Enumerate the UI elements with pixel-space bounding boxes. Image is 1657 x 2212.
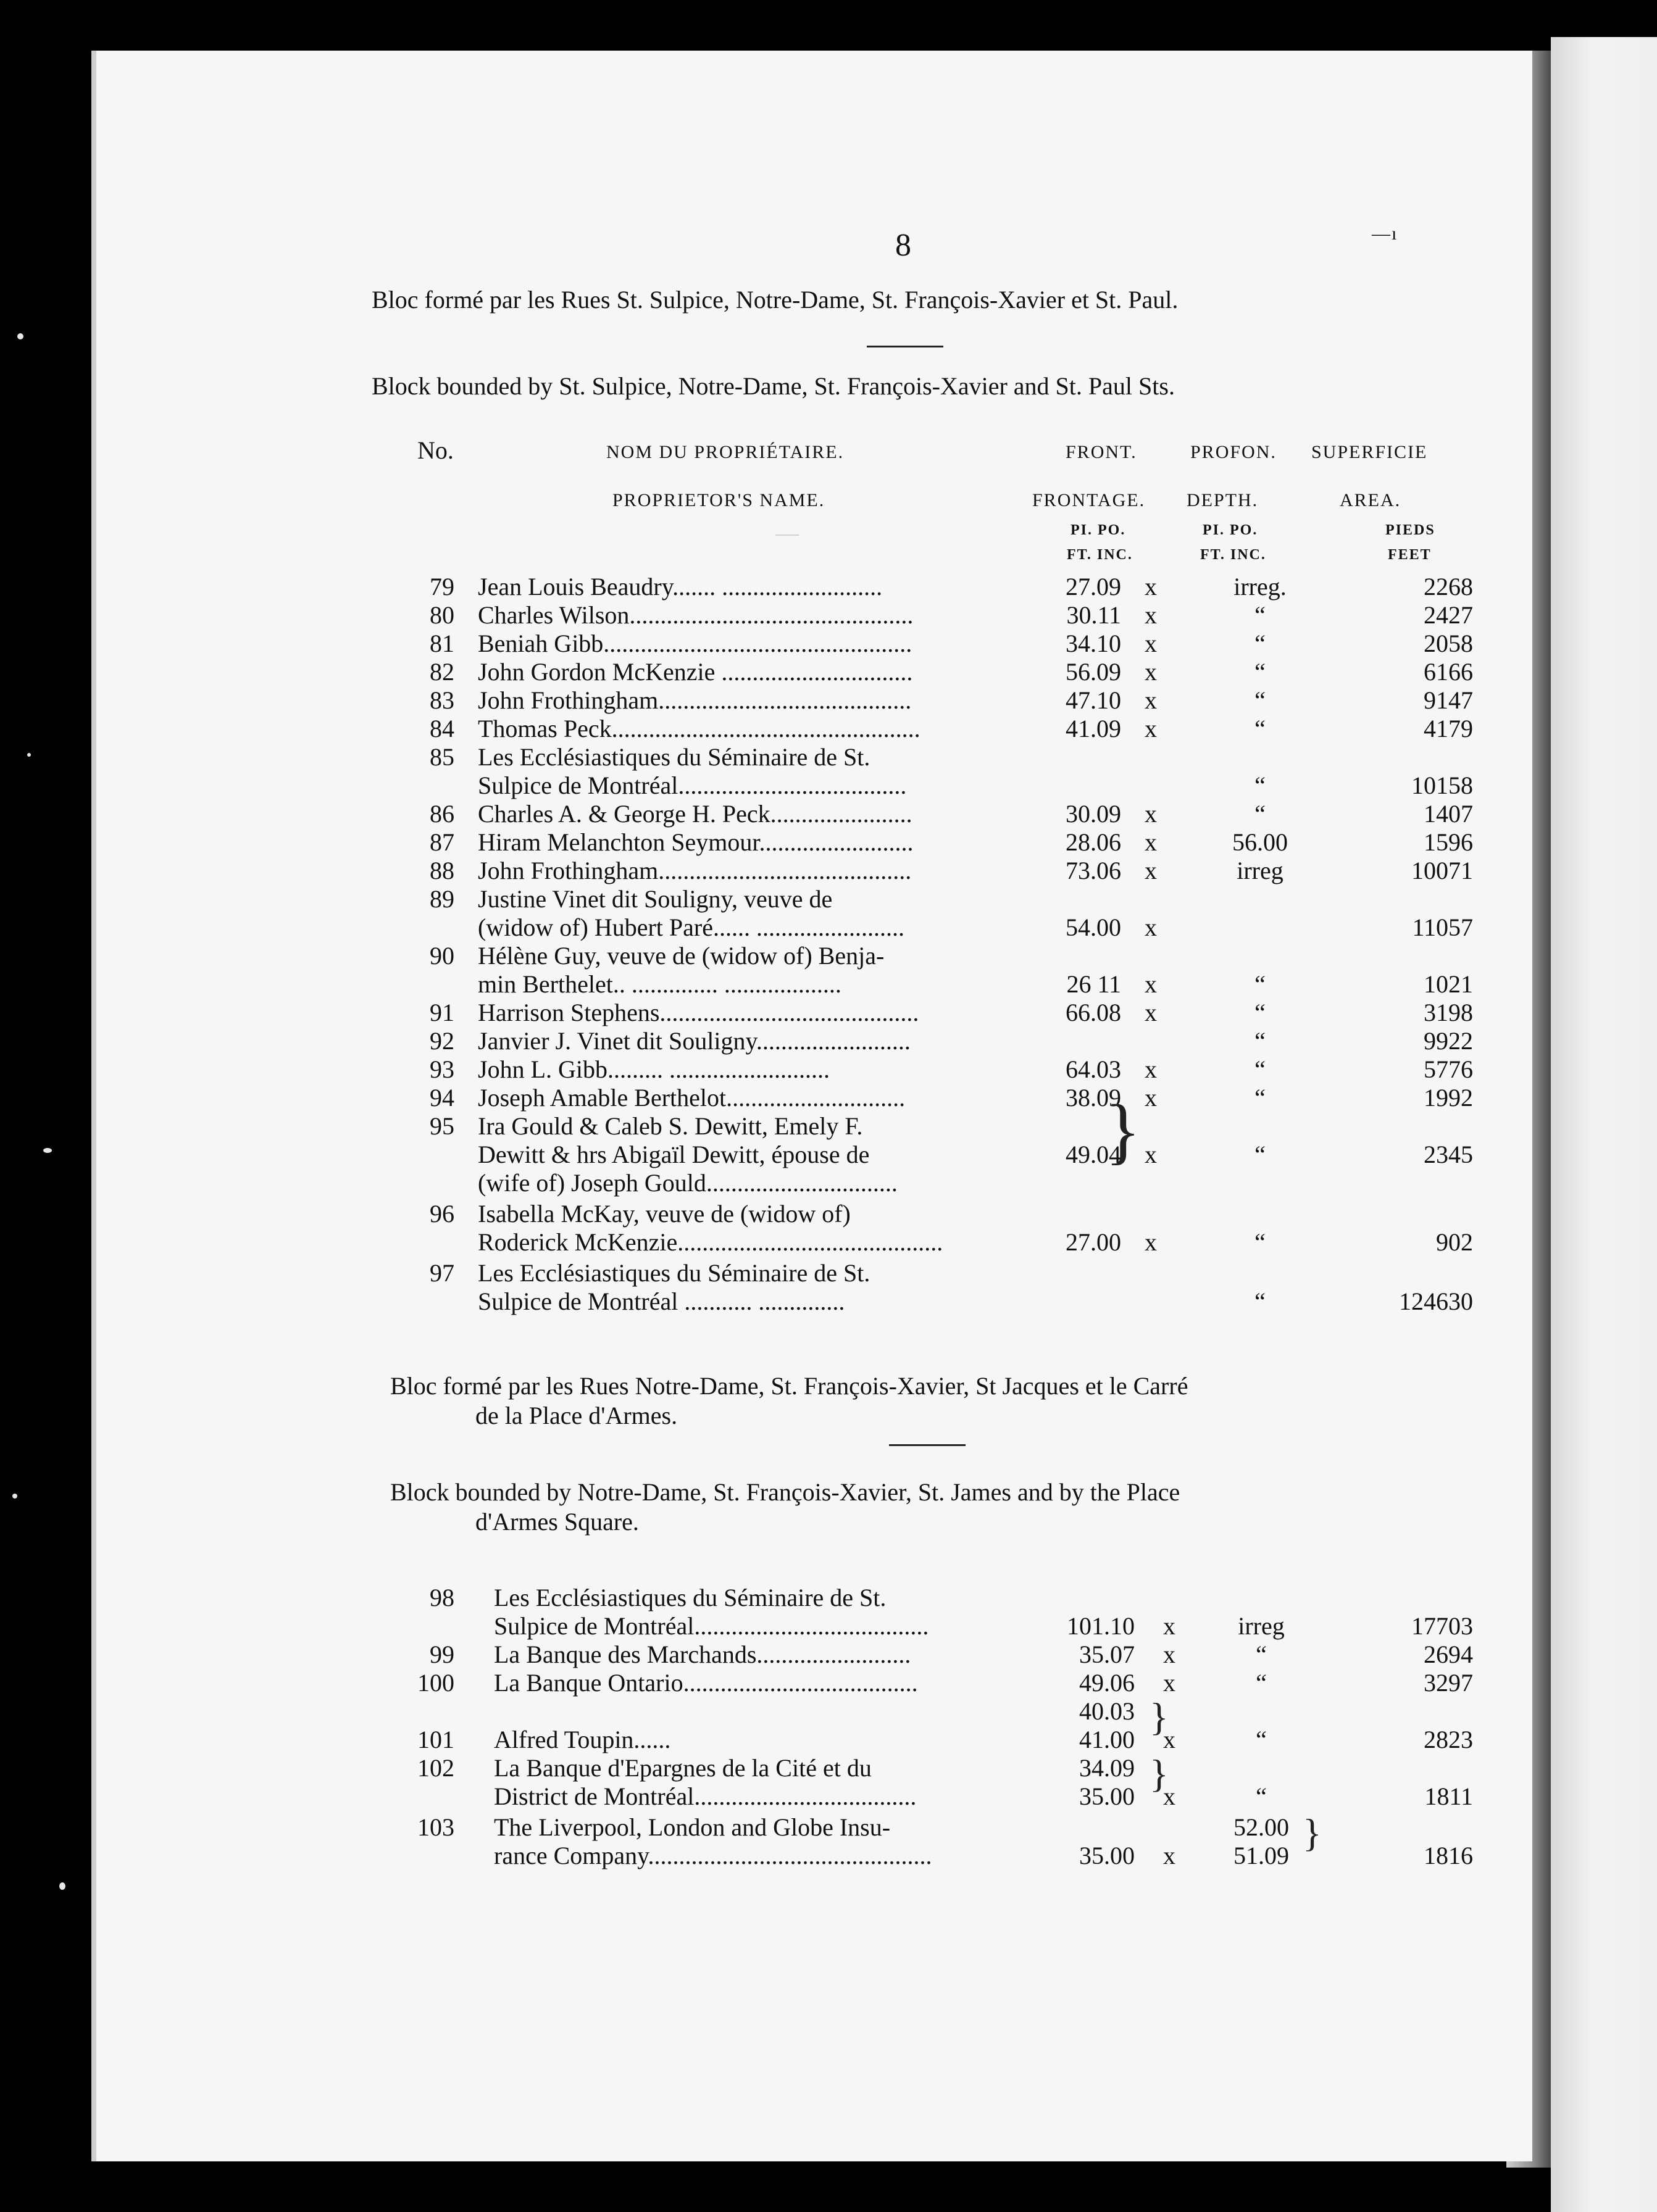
proprietor-name: Hiram Melanchton Seymour.........................	[478, 828, 914, 856]
lot-number: 85	[430, 743, 454, 771]
table-row	[96, 1584, 1532, 1612]
table-row	[96, 1141, 1532, 1169]
block2-title-en-line1: Block bounded by Notre-Dame, St. François-Xavier, St. James and by the Place	[390, 1478, 1180, 1506]
table-row	[96, 1697, 1532, 1726]
table-row	[96, 828, 1532, 857]
depth: “	[1254, 1055, 1266, 1083]
times-sign: x	[1145, 686, 1157, 714]
table-row	[96, 686, 1532, 715]
area: 124630	[1399, 1287, 1473, 1315]
frontage: 47.10	[1066, 686, 1121, 714]
lot-number: 100	[417, 1669, 454, 1697]
block1-title-fr: Bloc formé par les Rues St. Sulpice, Notre-Dame, St. François-Xavier et St. Paul.	[372, 286, 1179, 314]
frontage: 27.09	[1066, 573, 1121, 601]
depth: “	[1254, 715, 1266, 742]
table-row	[96, 573, 1532, 601]
proprietor-name: Hélène Guy, veuve de (widow of) Benja-	[478, 942, 885, 970]
times-sign: x	[1145, 573, 1157, 601]
times-sign: x	[1145, 1084, 1157, 1112]
area: 2345	[1424, 1141, 1473, 1168]
depth: “	[1256, 1782, 1267, 1810]
proprietor-name: La Banque d'Epargnes de la Cité et du	[494, 1754, 872, 1782]
area: 17703	[1411, 1612, 1473, 1640]
proprietor-name: John Frothingham.........................................	[478, 686, 912, 714]
area: 2427	[1424, 601, 1473, 629]
proprietor-name: Les Ecclésiastiques du Séminaire de St.	[478, 1259, 870, 1287]
header-name-fr: NOM DU PROPRIÉTAIRE.	[606, 442, 845, 462]
table-row	[96, 715, 1532, 743]
dust-speck	[17, 333, 23, 339]
times-sign: x	[1163, 1612, 1175, 1640]
proprietor-name: Sulpice de Montréal......................................	[494, 1612, 929, 1640]
table-row	[96, 1169, 1532, 1197]
times-sign: x	[1145, 828, 1157, 856]
table-row	[96, 999, 1532, 1027]
frontage: 41.09	[1066, 715, 1121, 742]
unit-front-en: FT. INC.	[1067, 547, 1133, 563]
unit-area-en: FEET	[1388, 547, 1432, 563]
page-number: 8	[895, 228, 911, 263]
block2-title-fr-line1: Bloc formé par les Rues Notre-Dame, St. François-Xavier, St Jacques et le Carré	[390, 1372, 1188, 1400]
area: 9922	[1424, 1027, 1473, 1055]
dust-speck	[27, 753, 31, 757]
proprietor-name: Jean Louis Beaudry....... ..........................	[478, 573, 883, 601]
dust-speck	[43, 1148, 52, 1153]
frontage: 73.06	[1066, 857, 1121, 884]
times-sign: x	[1145, 658, 1157, 686]
area: 9147	[1424, 686, 1473, 714]
proprietor-name: Alfred Toupin......	[494, 1726, 671, 1753]
brace: }	[1105, 1089, 1141, 1171]
times-sign: x	[1145, 999, 1157, 1026]
depth: “	[1254, 1287, 1266, 1315]
dust-speck	[59, 1882, 65, 1890]
table-row	[96, 1055, 1532, 1084]
proprietor-name: Sulpice de Montréal.....................................	[478, 771, 907, 799]
depth: “	[1254, 686, 1266, 714]
table-row	[96, 1726, 1532, 1754]
area: 3198	[1424, 999, 1473, 1026]
times-sign: x	[1145, 1055, 1157, 1083]
lot-number: 89	[430, 885, 454, 913]
proprietor-name: (widow of) Hubert Paré...... ........................	[478, 913, 904, 941]
proprietor-name: (wife of) Joseph Gould...............................	[478, 1169, 898, 1197]
lot-number: 101	[417, 1726, 454, 1753]
frontage: 34.10	[1066, 630, 1121, 657]
times-sign: x	[1145, 601, 1157, 629]
area: 10158	[1411, 771, 1473, 799]
lot-number: 90	[430, 942, 454, 970]
title-divider	[889, 1444, 966, 1446]
area: 2058	[1424, 630, 1473, 657]
lot-number: 96	[430, 1200, 454, 1228]
lot-number: 94	[430, 1084, 454, 1112]
times-sign: x	[1145, 800, 1157, 828]
times-sign: x	[1145, 970, 1157, 998]
lot-number: 87	[430, 828, 454, 856]
block2-title-en-line2: d'Armes Square.	[475, 1508, 639, 1536]
proprietor-name: La Banque des Marchands.........................	[494, 1640, 911, 1668]
times-sign: x	[1163, 1640, 1175, 1668]
proprietor-name: Beniah Gibb..................................................	[478, 630, 912, 657]
area: 1992	[1424, 1084, 1473, 1112]
lot-number: 84	[430, 715, 454, 742]
unit-depth-fr: PI. PO.	[1203, 522, 1258, 538]
block1-title-en: Block bounded by St. Sulpice, Notre-Dame, St. François-Xavier and St. Paul Sts.	[372, 372, 1175, 400]
table-row	[96, 771, 1532, 800]
table-row	[96, 1200, 1532, 1228]
proprietor-name: John Frothingham.........................................	[478, 857, 912, 884]
proprietor-name: The Liverpool, London and Globe Insu-	[494, 1813, 891, 1841]
lot-number: 80	[430, 601, 454, 629]
depth: “	[1256, 1726, 1267, 1753]
frontage: 64.03	[1066, 1055, 1121, 1083]
table-row	[96, 630, 1532, 658]
proprietor-name: Dewitt & hrs Abigaïl Dewitt, épouse de	[478, 1141, 870, 1168]
proprietor-name: Harrison Stephens..........................................	[478, 999, 919, 1026]
proprietor-name: Charles A. & George H. Peck.......................	[478, 800, 912, 828]
frontage: 34.09	[1079, 1754, 1135, 1782]
proprietor-name: Sulpice de Montréal ........... ..............	[478, 1287, 845, 1315]
proprietor-name: Joseph Amable Berthelot.............................	[478, 1084, 906, 1112]
area: 2268	[1424, 573, 1473, 601]
document-page	[91, 51, 1532, 2161]
frontage: 54.00	[1066, 913, 1121, 941]
area: 1407	[1424, 800, 1473, 828]
depth: 56.00	[1232, 828, 1288, 856]
header-depth-fr: PROFON.	[1190, 442, 1277, 462]
frontage: 49.04	[1066, 1141, 1121, 1168]
depth: irreg	[1238, 1612, 1285, 1640]
depth: “	[1254, 970, 1266, 998]
lot-number: 91	[430, 999, 454, 1026]
times-sign: x	[1145, 1141, 1157, 1168]
table-row	[96, 1084, 1532, 1112]
unit-depth-en: FT. INC.	[1200, 547, 1266, 563]
frontage: 30.11	[1066, 601, 1121, 629]
frontage: 27.00	[1066, 1228, 1121, 1256]
times-sign: x	[1163, 1842, 1175, 1869]
lot-number: 102	[417, 1754, 454, 1782]
frontage: 49.06	[1079, 1669, 1135, 1697]
lot-number: 99	[430, 1640, 454, 1668]
proprietor-name: John L. Gibb......... ..........................	[478, 1055, 830, 1083]
frontage: 38.09	[1066, 1084, 1121, 1112]
depth: “	[1254, 771, 1266, 799]
times-sign: x	[1163, 1782, 1175, 1810]
lot-number: 86	[430, 800, 454, 828]
area: 1811	[1424, 1782, 1473, 1810]
depth: “	[1254, 999, 1266, 1026]
area: 4179	[1424, 715, 1473, 742]
proprietor-name: Thomas Peck..................................................	[478, 715, 920, 742]
depth: “	[1256, 1669, 1267, 1697]
table-row	[96, 885, 1532, 913]
times-sign: x	[1145, 630, 1157, 657]
area: 1816	[1424, 1842, 1473, 1869]
table-row	[96, 1287, 1532, 1316]
area: 11057	[1412, 913, 1473, 941]
lot-number: 93	[430, 1055, 454, 1083]
title-divider	[867, 346, 943, 347]
table-row	[96, 1027, 1532, 1055]
lot-number: 79	[430, 573, 454, 601]
area: 3297	[1424, 1669, 1473, 1697]
frontage: 35.07	[1079, 1640, 1135, 1668]
depth: “	[1254, 800, 1266, 828]
depth: “	[1256, 1640, 1267, 1668]
proprietor-name: Roderick McKenzie...........................................	[478, 1228, 943, 1256]
table-row	[96, 743, 1532, 771]
proprietor-name: min Berthelet.. .............. ...................	[478, 970, 841, 998]
depth: “	[1254, 601, 1266, 629]
show-through-text: —	[775, 520, 799, 546]
right-page-strip	[1551, 37, 1657, 2212]
brace: }	[1150, 1695, 1169, 1739]
header-front-en: FRONTAGE.	[1032, 490, 1146, 510]
block2-title-fr-line2: de la Place d'Armes.	[475, 1402, 678, 1429]
table-row	[96, 601, 1532, 630]
area: 6166	[1424, 658, 1473, 686]
table-row	[96, 1228, 1532, 1257]
lot-number: 81	[430, 630, 454, 657]
proprietor-name: Justine Vinet dit Souligny, veuve de	[478, 885, 833, 913]
unit-area-fr: PIEDS	[1385, 522, 1435, 538]
times-sign: x	[1163, 1669, 1175, 1697]
frontage: 35.00	[1079, 1782, 1135, 1810]
proprietor-name: La Banque Ontario......................................	[494, 1669, 918, 1697]
frontage: 41.00	[1079, 1726, 1135, 1753]
depth: irreg	[1237, 857, 1283, 884]
depth: “	[1254, 1228, 1266, 1256]
proprietor-name: District de Montréal....................................	[494, 1782, 917, 1810]
table-row	[96, 1669, 1532, 1697]
header-area-fr: SUPERFICIE	[1311, 442, 1428, 462]
frontage: 56.09	[1066, 658, 1121, 686]
frontage: 26 11	[1066, 970, 1121, 998]
proprietor-name: Janvier J. Vinet dit Souligny.........................	[478, 1027, 911, 1055]
area: 2694	[1424, 1640, 1473, 1668]
frontage: 40.03	[1079, 1697, 1135, 1725]
header-area-en: AREA.	[1340, 490, 1401, 510]
corner-mark: —ı	[1372, 223, 1398, 244]
table-row	[96, 800, 1532, 828]
frontage: 28.06	[1066, 828, 1121, 856]
proprietor-name: Ira Gould & Caleb S. Dewitt, Emely F.	[478, 1112, 863, 1140]
depth: 51.09	[1233, 1842, 1289, 1869]
area: 1021	[1424, 970, 1473, 998]
table-row	[96, 913, 1532, 942]
proprietor-name: Isabella McKay, veuve de (widow of)	[478, 1200, 851, 1228]
brace: }	[1150, 1752, 1169, 1795]
proprietor-name: Les Ecclésiastiques du Séminaire de St.	[478, 743, 870, 771]
depth: “	[1254, 1084, 1266, 1112]
brace: }	[1303, 1811, 1322, 1855]
area: 10071	[1411, 857, 1473, 884]
proprietor-name: rance Company..............................................	[494, 1842, 932, 1869]
unit-front-fr: PI. PO.	[1071, 522, 1126, 538]
proprietor-name: John Gordon McKenzie ...............................	[478, 658, 913, 686]
proprietor-name: Les Ecclésiastiques du Séminaire de St.	[494, 1584, 887, 1611]
lot-number: 88	[430, 857, 454, 884]
frontage: 66.08	[1066, 999, 1121, 1026]
times-sign: x	[1145, 1228, 1157, 1256]
frontage: 101.10	[1067, 1612, 1135, 1640]
dust-speck	[12, 1494, 17, 1499]
header-no: No.	[417, 436, 454, 464]
lot-number: 92	[430, 1027, 454, 1055]
lot-number: 97	[430, 1259, 454, 1287]
table-row	[96, 1112, 1532, 1141]
frontage: 35.00	[1079, 1842, 1135, 1869]
depth: “	[1254, 1027, 1266, 1055]
header-depth-en: DEPTH.	[1187, 490, 1259, 510]
area: 2823	[1424, 1726, 1473, 1753]
depth: “	[1254, 658, 1266, 686]
lot-number: 98	[430, 1584, 454, 1611]
lot-number: 82	[430, 658, 454, 686]
lot-number: 103	[417, 1813, 454, 1841]
table-row	[96, 942, 1532, 970]
times-sign: x	[1145, 857, 1157, 884]
table-row	[96, 1754, 1532, 1782]
area: 5776	[1424, 1055, 1473, 1083]
depth: irreg.	[1233, 573, 1287, 601]
depth: “	[1254, 630, 1266, 657]
table-row	[96, 658, 1532, 686]
header-name-en: PROPRIETOR'S NAME.	[612, 490, 825, 510]
proprietor-name: Charles Wilson..............................................	[478, 601, 914, 629]
table-row	[96, 1640, 1532, 1669]
table-row	[96, 857, 1532, 885]
times-sign: x	[1163, 1726, 1175, 1753]
frontage: 30.09	[1066, 800, 1121, 828]
area: 1596	[1424, 828, 1473, 856]
table-row	[96, 970, 1532, 999]
depth: “	[1254, 1141, 1266, 1168]
header-front-fr: FRONT.	[1066, 442, 1137, 462]
depth: 52.00	[1233, 1813, 1289, 1841]
table-row	[96, 1259, 1532, 1287]
times-sign: x	[1145, 715, 1157, 742]
table-row	[96, 1612, 1532, 1640]
table-row	[96, 1782, 1532, 1811]
lot-number: 83	[430, 686, 454, 714]
times-sign: x	[1145, 913, 1157, 941]
area: 902	[1436, 1228, 1473, 1256]
lot-number: 95	[430, 1112, 454, 1140]
